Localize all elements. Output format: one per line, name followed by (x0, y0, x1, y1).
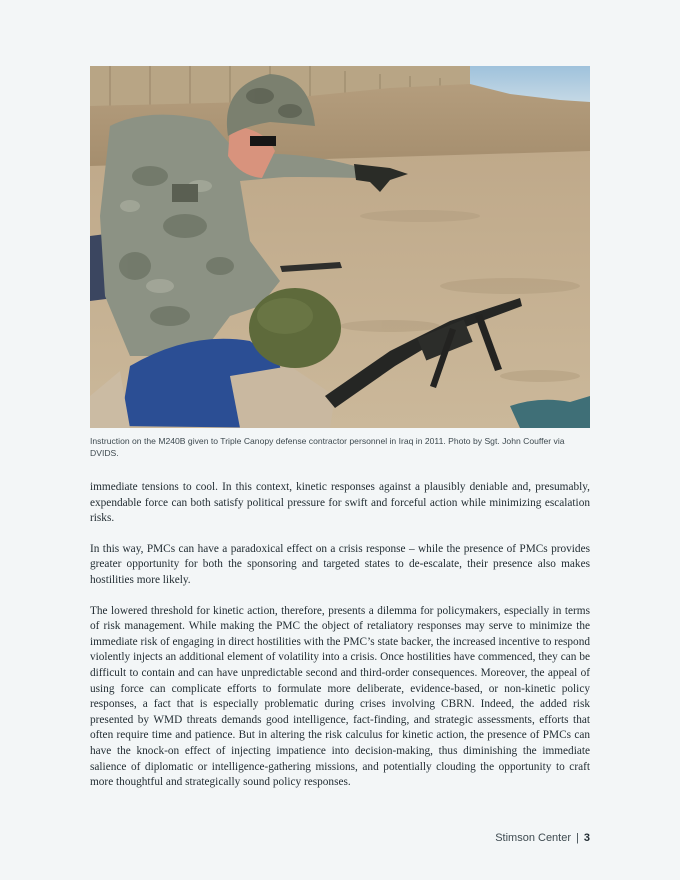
paragraph: immediate tensions to cool. In this context, kinetic responses against a plausibly deniable and, presumably, expendable force can both satisfy political pressure for swift and forceful action while minimizing escalation risks. (90, 481, 590, 525)
page-number: 3 (583, 832, 590, 844)
page-footer (495, 832, 590, 844)
footer-org-name: Stimson Center (495, 832, 572, 844)
paragraph: The lowered threshold for kinetic action, therefore, presents a dilemma for policymakers, especially in terms of risk management. While making the PMC the object of retaliatory responses may serve to minimize the immediate risk of engaging in direct hostilities with the PMC’s state backer, the increased incentive to respond violently injects an additional element of volatility into a crisis. Once hostilities have commenced, they can be difficult to contain and can have unpredictable second and third-order consequences. Moreover, the appeal of using force can complicate efforts to formulate more deliberate, evidence-based, or non-kinetic policy responses, a fact that is especially problematic during crises involving CBRN. Indeed, the added risk presented by WMD threats demands good intelligence, fact-finding, and strategic assessments, efforts that often require time and patience. But in altering the risk calculus for kinetic action, the presence of PMCs can have the knock-on effect of injecting impatience into decision-making, thus diminishing the immediate salience of diplomatic or intelligence-gathering missions, and potentially clouding the opportunity to craft more thoughtful and strategically sound policy responses. (90, 604, 590, 789)
footer-separator: | (576, 832, 579, 844)
m240b-training-photo (90, 66, 590, 428)
body-text (90, 480, 590, 806)
photo-caption: Instruction on the M240B given to Triple Canopy defense contractor personnel in Iraq in 2011. Photo by Sgt. John Couffer via DVIDS. (90, 436, 565, 458)
paragraph: In this way, PMCs can have a paradoxical effect on a crisis response – while the presence of PMCs provides greater opportunity for both the sponsoring and targeted states to de-escalate, their presence also makes hostilities more likely. (90, 542, 590, 586)
